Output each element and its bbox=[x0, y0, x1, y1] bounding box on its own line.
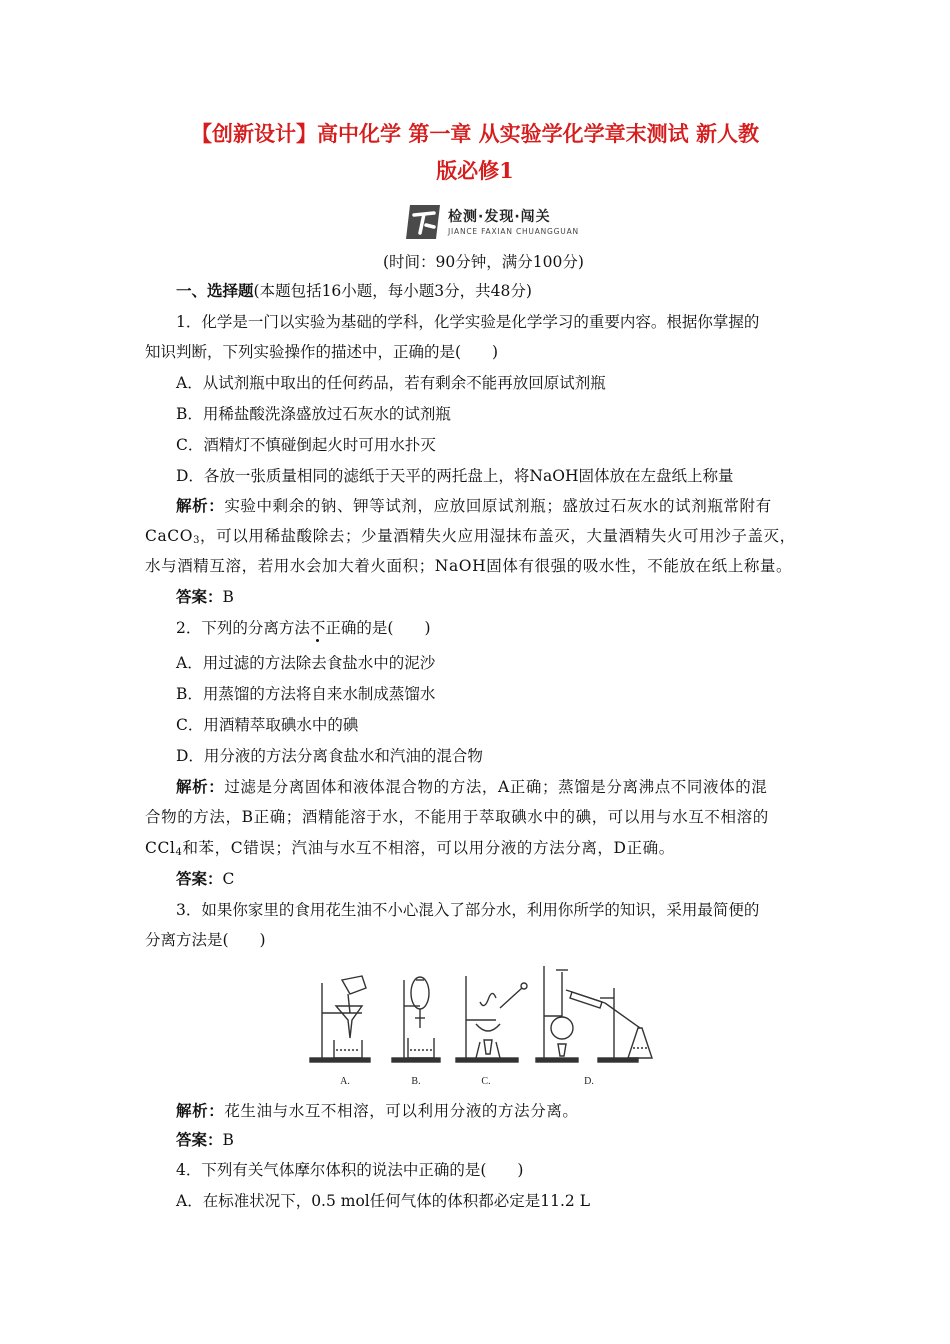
q1-explanation-line3: 水与酒精互溶，若用水会加大着火面积；NaOH固体有很强的吸水性，不能放在纸上称量。 bbox=[145, 557, 793, 575]
q2-stem-post: 正确的是( ) bbox=[325, 619, 431, 637]
emphasis-dot-icon bbox=[316, 639, 319, 642]
q1-explanation-line1 bbox=[176, 496, 772, 516]
q2-formula-ccl4: CCl bbox=[145, 839, 176, 857]
q2-formula-subscript: 4 bbox=[175, 847, 183, 858]
logo-english-text: JIANCE FAXIAN CHUANGGUAN bbox=[448, 227, 579, 236]
q1-formula-caco3: CaCO bbox=[145, 527, 194, 545]
q1-explanation-label: 解析： bbox=[176, 496, 225, 515]
q2-option-a: A．用过滤的方法除去食盐水中的泥沙 bbox=[176, 654, 436, 672]
q2-explanation-text1: 过滤是分离固体和液体混合物的方法，A正确；蒸馏是分离沸点不同液体的混 bbox=[224, 778, 768, 796]
section-heading bbox=[176, 281, 532, 301]
q4-stem: 4．下列有关气体摩尔体积的说法中正确的是( ) bbox=[176, 1161, 524, 1179]
q1-formula-subscript: 3 bbox=[193, 535, 201, 546]
separatory-funnel-apparatus-icon bbox=[392, 977, 440, 1062]
q2-stem-emphasis bbox=[310, 619, 326, 637]
q2-emphasis-char: 不 bbox=[309, 619, 326, 637]
q1-option-b: B．用稀盐酸洗涤盛放过石灰水的试剂瓶 bbox=[176, 405, 451, 423]
q4-option-a: A．在标准状况下，0.5 mol任何气体的体积都必定是11.2 L bbox=[176, 1192, 590, 1210]
q1-explanation-text2: ，可以用稀盐酸除去；少量酒精失火应用湿抹布盖灭，大量酒精失火可用沙子盖灭， bbox=[200, 527, 796, 545]
q3-answer-label: 答案： bbox=[176, 1130, 223, 1149]
time-info: (时间：90分钟，满分100分) bbox=[383, 253, 584, 271]
q3-stem-line2: 分离方法是( ) bbox=[145, 931, 266, 949]
filtration-apparatus-icon bbox=[310, 976, 370, 1062]
document-title-line1: 【创新设计】高中化学 第一章 从实验学化学章末测试 新人教 bbox=[191, 121, 759, 146]
q2-explanation-line3 bbox=[145, 838, 675, 863]
section-desc: (本题包括16小题，每小题3分，共48分) bbox=[253, 282, 532, 300]
q1-stem-line2: 知识判断，下列实验操作的描述中，正确的是( ) bbox=[145, 343, 499, 361]
q1-option-c: C．酒精灯不慎碰倒起火时可用水扑灭 bbox=[176, 436, 436, 454]
q2-answer-label: 答案： bbox=[176, 869, 223, 888]
logo-chinese-text: 检测·发现·闯关 bbox=[448, 209, 551, 225]
logo-emblem-icon bbox=[404, 203, 442, 241]
q1-option-d: D．各放一张质量相同的滤纸于天平的两托盘上，将NaOH固体放在左盘纸上称量 bbox=[176, 467, 734, 485]
section-title: 一、选择题 bbox=[176, 281, 254, 300]
fig-label-a: A. bbox=[340, 1076, 350, 1087]
q2-stem-pre: 2．下列的分离方法 bbox=[176, 619, 310, 637]
q2-option-c: C．用酒精萃取碘水中的碘 bbox=[176, 716, 359, 734]
distillation-apparatus-icon bbox=[536, 966, 652, 1062]
q2-answer-value: C bbox=[222, 870, 235, 888]
q2-stem bbox=[176, 618, 431, 638]
document-title-line2: 版必修1 bbox=[436, 158, 514, 183]
q3-explanation-label: 解析： bbox=[176, 1101, 225, 1120]
q2-explanation-line1 bbox=[176, 777, 767, 797]
q1-explanation-text1: 实验中剩余的钠、钾等试剂，应放回原试剂瓶；盛放过石灰水的试剂瓶常附有 bbox=[224, 497, 772, 515]
q2-option-d: D．用分液的方法分离食盐水和汽油的混合物 bbox=[176, 747, 483, 765]
q3-explanation-text: 花生油与水互不相溶，可以利用分液的方法分离。 bbox=[224, 1102, 579, 1120]
q1-explanation-line2 bbox=[145, 526, 796, 551]
q2-explanation-line2: 合物的方法，B正确；酒精能溶于水，不能用于萃取碘水中的碘，可以用与水互不相溶的 bbox=[145, 808, 769, 826]
q1-answer-label: 答案： bbox=[176, 587, 223, 606]
fig-label-d: D. bbox=[584, 1076, 594, 1087]
q3-answer-value: B bbox=[222, 1131, 234, 1149]
q2-option-b: B．用蒸馏的方法将自来水制成蒸馏水 bbox=[176, 685, 436, 703]
fig-label-b: B. bbox=[411, 1076, 421, 1087]
q1-answer bbox=[176, 587, 234, 607]
q1-stem-line1: 1．化学是一门以实验为基础的学科，化学实验是化学学习的重要内容。根据你掌握的 bbox=[176, 313, 760, 331]
section-logo bbox=[404, 203, 584, 243]
q1-option-a: A．从试剂瓶中取出的任何药品，若有剩余不能再放回原试剂瓶 bbox=[176, 374, 606, 392]
lab-apparatus-figure bbox=[300, 958, 680, 1090]
q2-explanation-text3: 和苯，C错误；汽油与水互不相溶，可以用分液的方法分离，D正确。 bbox=[182, 839, 675, 857]
q2-explanation-label: 解析： bbox=[176, 777, 225, 796]
q3-stem-line1: 3．如果你家里的食用花生油不小心混入了部分水，利用你所学的知识，采用最简便的 bbox=[176, 901, 760, 919]
q1-answer-value: B bbox=[222, 588, 234, 606]
q3-answer bbox=[176, 1130, 234, 1150]
q3-explanation bbox=[176, 1101, 579, 1121]
q2-answer bbox=[176, 869, 234, 889]
fig-label-c: C. bbox=[481, 1076, 491, 1087]
evaporation-apparatus-icon bbox=[456, 976, 527, 1062]
